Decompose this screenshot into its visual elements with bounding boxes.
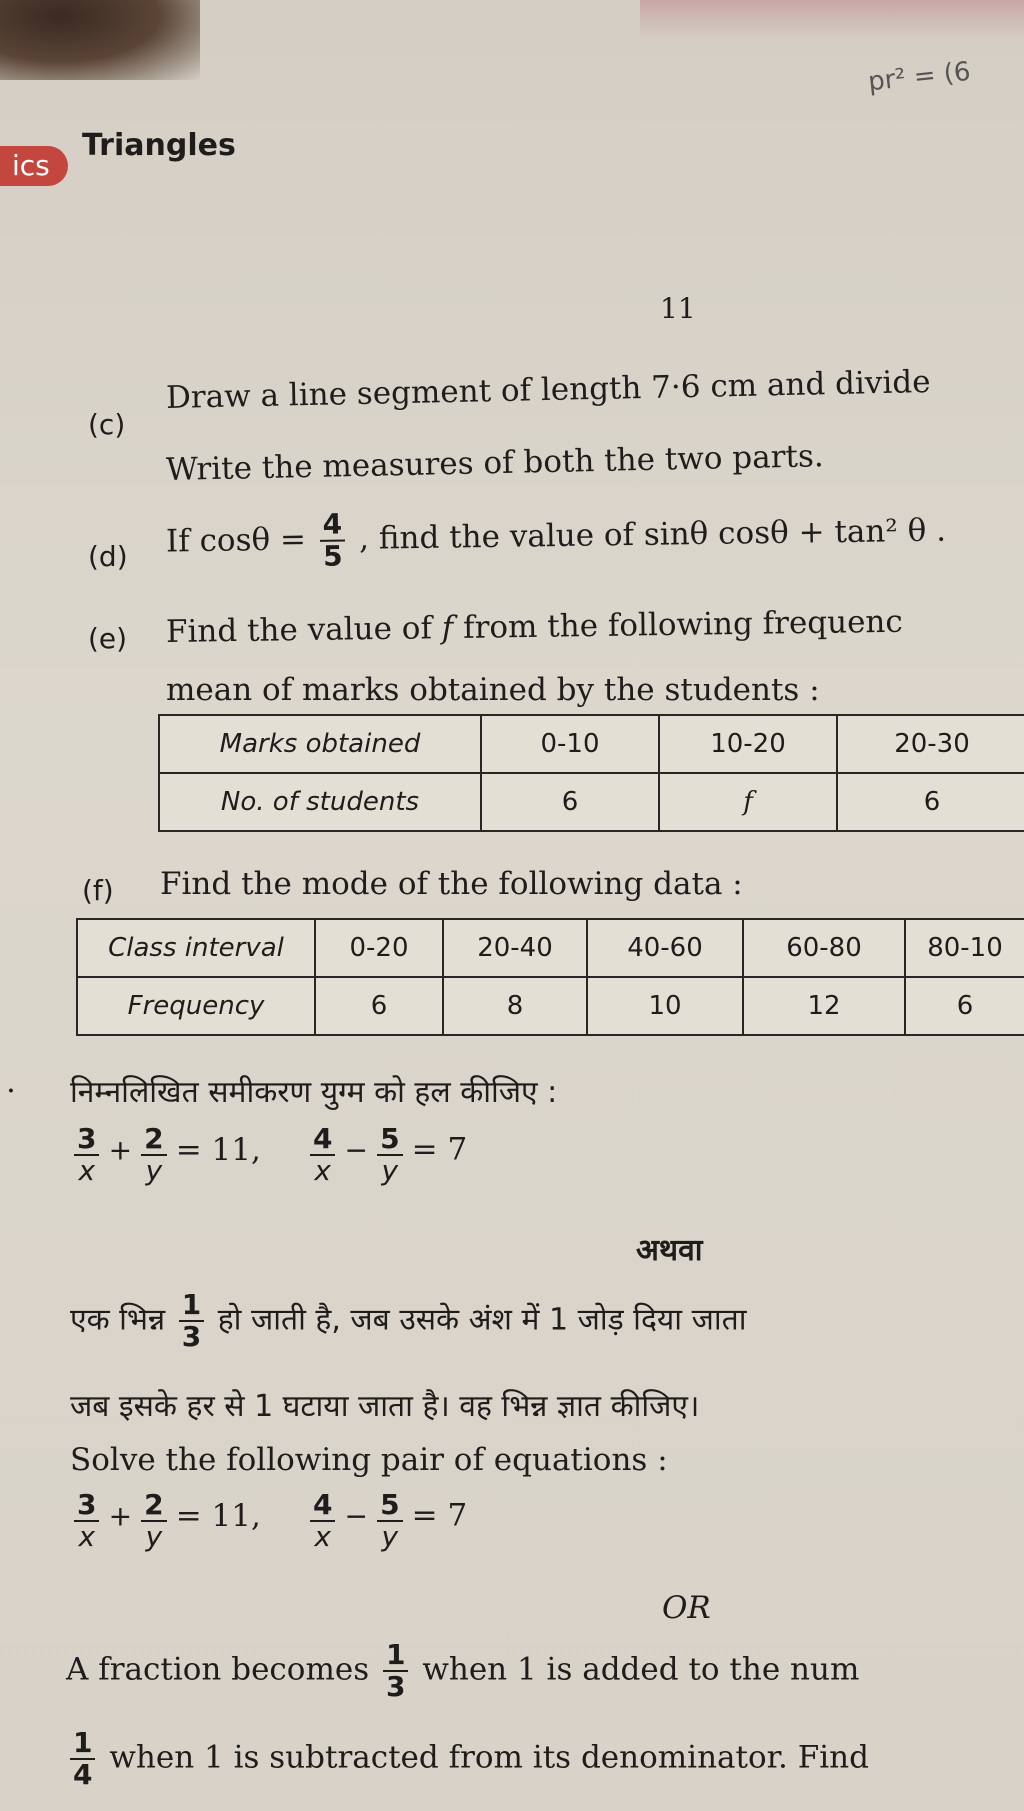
item-f-line1: Find the mode of the following data : (160, 866, 743, 902)
table-cell: 8 (443, 977, 587, 1035)
table-cell: 0-20 (315, 919, 443, 977)
frac-num: 3 (74, 1490, 99, 1522)
table-cell: 6 (315, 977, 443, 1035)
minus-sign: − (344, 1133, 368, 1167)
frac-den: 3 (385, 1670, 406, 1703)
eq-rhs: = 11, (175, 1497, 261, 1534)
eq-fraction (377, 1490, 402, 1552)
table-cell: 6 (837, 773, 1024, 831)
item-d-text (166, 501, 947, 574)
table-cell: 80-10 (905, 919, 1024, 977)
eq-fraction (141, 1124, 166, 1186)
frac-num: 2 (141, 1490, 166, 1522)
item-d-frac-den: 5 (322, 539, 343, 573)
subject-badge: ics (0, 146, 68, 186)
chapter-title: Triangles (82, 128, 236, 163)
frac-num: 1 (383, 1640, 408, 1672)
frac-num: 2 (141, 1124, 166, 1156)
table-cell: 20-30 (837, 715, 1024, 773)
frac-num: 1 (70, 1728, 95, 1760)
frac-den: x (78, 1520, 96, 1553)
eq-fraction (310, 1124, 335, 1186)
table-cell: 0-10 (481, 715, 659, 773)
plus-sign: + (108, 1133, 133, 1167)
eq-rhs: = 7 (411, 1131, 468, 1168)
frac-den: y (381, 1154, 399, 1187)
english-equations (70, 1490, 467, 1552)
table-cell: f (659, 773, 837, 831)
eq-fraction (74, 1490, 99, 1552)
item-e-var: f (441, 609, 454, 647)
frac-den: y (381, 1520, 399, 1553)
table-cell: 10 (587, 977, 743, 1035)
eq-rhs: = 7 (411, 1497, 468, 1534)
table-cell: 60-80 (743, 919, 905, 977)
english-or: OR (662, 1590, 711, 1626)
item-f-label: (f) (82, 874, 114, 907)
table-cell: 10-20 (659, 715, 837, 773)
hindi-fraction (179, 1290, 204, 1352)
frac-den: 3 (181, 1320, 202, 1353)
frac-num: 4 (310, 1124, 335, 1156)
minus-sign: − (344, 1499, 368, 1533)
hindi-frac-post: हो जाती है, जब उसके अंश में 1 जोड़ दिया जाता (217, 1302, 747, 1338)
table-cell: 40-60 (587, 919, 743, 977)
table-cell: 6 (481, 773, 659, 831)
eq-fraction (377, 1124, 402, 1186)
frac-num: 4 (310, 1490, 335, 1522)
english-fraction-line (66, 1640, 859, 1702)
frac-num: 3 (74, 1124, 99, 1156)
plus-sign: + (108, 1499, 133, 1533)
last-line (66, 1728, 869, 1790)
table-cell: No. of students (159, 773, 481, 831)
frac-den: y (145, 1154, 163, 1187)
eq-fraction (74, 1124, 99, 1186)
table-cell: 6 (905, 977, 1024, 1035)
hindi-line3: जब इसके हर से 1 घटाया जाता है। वह भिन्न ज्ञात कीजिए। (70, 1389, 700, 1424)
item-c-line2: Write the measures of both the two parts. (165, 438, 825, 488)
table-cell: Class interval (77, 919, 315, 977)
frac-den: x (314, 1520, 331, 1553)
hindi-frac-pre: एक भिन्न (70, 1302, 166, 1338)
frac-den: x (78, 1154, 96, 1187)
item-d-fraction (319, 509, 345, 571)
item-d-frac-num: 4 (319, 509, 345, 541)
handwritten-note: pr² = (6 (866, 56, 972, 98)
table-cell: Frequency (77, 977, 315, 1035)
item-d-pre: If cosθ = (165, 521, 307, 560)
table-row (159, 773, 1024, 831)
table-row (77, 919, 1024, 977)
frac-line-post: when 1 is added to the num (422, 1651, 860, 1688)
hindi-equations (70, 1124, 467, 1186)
table-row (77, 977, 1024, 1035)
hindi-or: अथवा (636, 1233, 703, 1268)
item-d-label: (d) (88, 540, 128, 573)
frac-num: 5 (377, 1124, 402, 1156)
item-d-post: , find the value of sinθ cosθ + tan² θ . (358, 512, 947, 557)
marks-table (158, 714, 1024, 832)
frac-num: 1 (179, 1290, 204, 1322)
english-instruction: Solve the following pair of equations : (70, 1442, 668, 1478)
photo-shadow-corner (0, 0, 200, 80)
item-e-post: from the following frequenc (462, 603, 904, 646)
table-row (159, 715, 1024, 773)
item-e-pre: Find the value of (165, 610, 433, 650)
frac-den: y (145, 1520, 163, 1553)
item-e-line1 (166, 604, 903, 650)
item-c-label: (c) (88, 408, 126, 441)
frac-num: 5 (377, 1490, 402, 1522)
hindi-instruction: निम्नलिखित समीकरण युग्म को हल कीजिए : (70, 1075, 558, 1110)
frac-den: x (314, 1154, 331, 1187)
photo-pink-object (640, 0, 1024, 40)
mode-table (76, 918, 1024, 1036)
last-line-post: when 1 is subtracted from its denominator. Find (109, 1739, 869, 1776)
table-cell: 12 (743, 977, 905, 1035)
table-cell: Marks obtained (159, 715, 481, 773)
hindi-fraction-line (70, 1290, 747, 1352)
frac-line-pre: A fraction becomes (66, 1651, 370, 1688)
eq-fraction (141, 1490, 166, 1552)
frac-den: 4 (73, 1758, 93, 1791)
english-fraction (383, 1640, 408, 1702)
item-c-line1: Draw a line segment of length 7·6 cm and divide (165, 363, 931, 416)
last-fraction (70, 1728, 95, 1790)
question-number: 11 (660, 292, 696, 325)
table-cell: 20-40 (443, 919, 587, 977)
question-bullet: . (6, 1064, 16, 1100)
item-e-label: (e) (88, 622, 128, 655)
item-e-line2: mean of marks obtained by the students : (166, 672, 820, 708)
eq-rhs: = 11, (175, 1131, 261, 1168)
eq-fraction (310, 1490, 335, 1552)
